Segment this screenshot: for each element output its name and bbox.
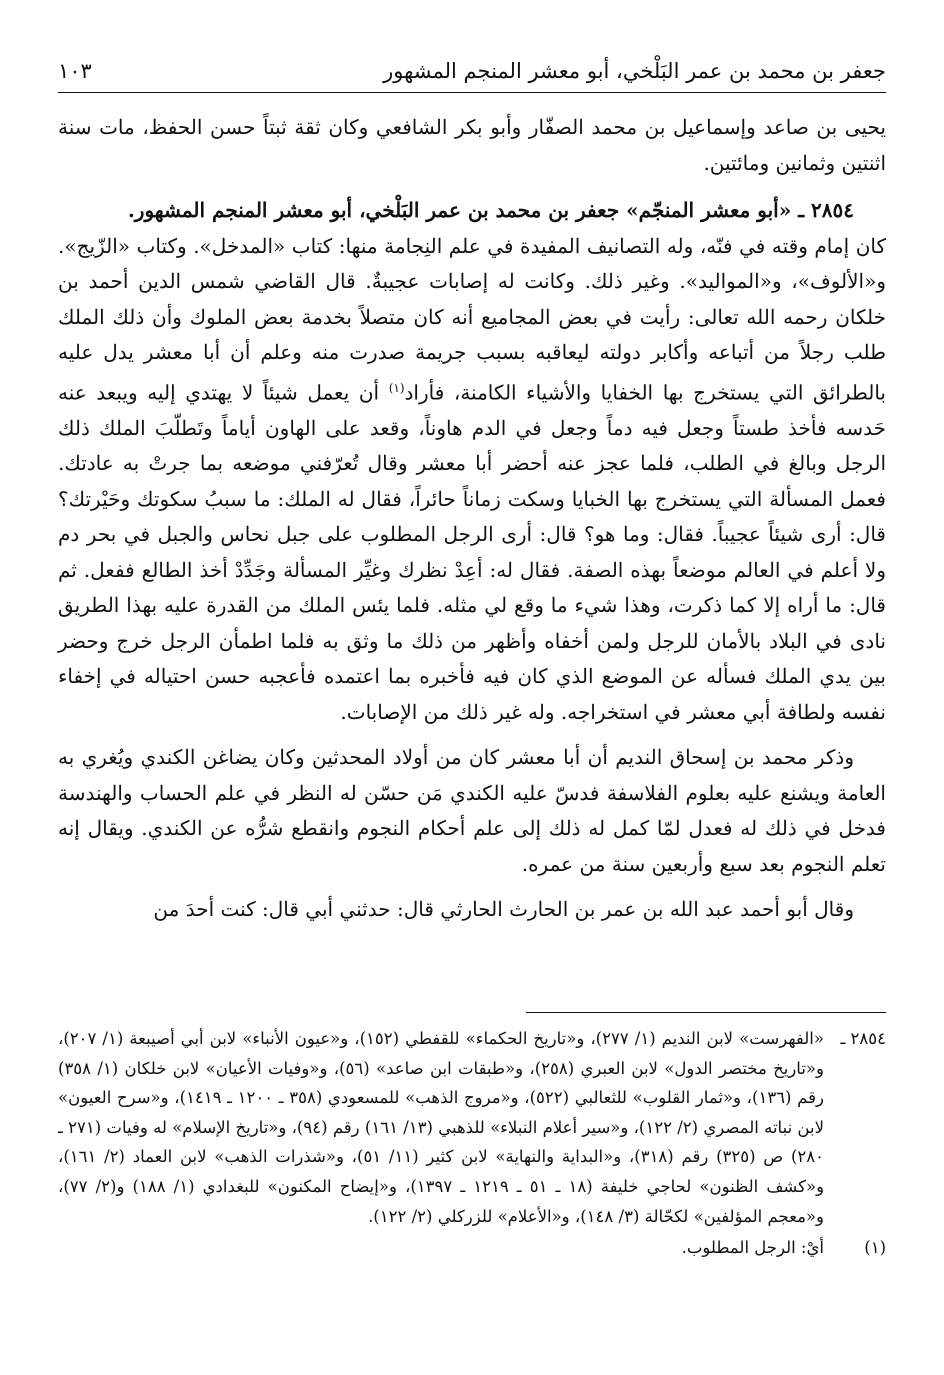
closing-paragraph: وقال أبو أحمد عبد الله بن عمر بن الحارث الحارثي قال: حدثني أبي قال: كنت أحدَ من bbox=[153, 897, 854, 922]
entry-text-part-1: كان إمام وقته في فنّه، وله التصانيف المفيدة في علم النِجامة منها: كتاب «المدخل». وكتاب «الزّيج». و«الألوف»، و«المواليد». وغير ذلك. وكانت له إصابات عجيبةٌ. قال القاضي شمس الدين أحمد بن خلكان رحمه الله تعالى: رأيت في بعض المجاميع أنه كان متصلاً بخدمة بعض الملوك وأن ذلك الملك طلب رجلاً من أتباعه وأكابر دولته ليعاقبه بسبب جريمة صدرت منه وعلم أن أبا معشر يدل عليه بالطرائق التي يستخرج بها الخفايا والأشياء الكامنة، فأراد bbox=[58, 233, 887, 405]
running-title: جعفر بن محمد بن عمر البَلْخي، أبو معشر المنجم المشهور bbox=[383, 59, 886, 83]
main-text bbox=[58, 110, 886, 928]
header-divider bbox=[58, 92, 886, 93]
footnotes bbox=[58, 1024, 886, 1263]
footnote-item bbox=[58, 1233, 886, 1263]
intro-paragraph: يحيى بن صاعد وإسماعيل بن محمد الصفّار وأبو بكر الشافعي وكان ثقة ثبتاً حسن الحفظ، مات سنة اثنتين وثمانين ومائتين. bbox=[58, 115, 886, 175]
footnote-number: ٢٨٥٤ ـ bbox=[840, 1029, 886, 1048]
entry-heading: ٢٨٥٤ ـ «أبو معشر المنجّم» جعفر بن محمد بن عمر البَلْخي، أبو معشر المنجم المشهور. bbox=[127, 198, 854, 222]
entry-text-part-2: أن يعمل شيئاً لا يهتدي إليه ويبعد عنه حَدسه فأخذ طستاً وجعل فيه دماً وجعل في الدم هاوناً، وقعد على الهاون أياماً وتَطلّبَ الملك ذلك الرجل وبالغ في الطلب، فلما عجز عنه أحضر أبا معشر وقال تُعرّفني موضعه بما جرتْ به عادتك. فعمل المسألة التي يستخرج بها الخبايا وسكت زماناً حائراً، فقال له الملك: ما سببُ سكوتك وحَيْرتك؟ قال: أرى شيئاً عجيباً. فقال: وما هو؟ قال: أرى الرجل المطلوب على جبل نحاس والجبل في بحر دم ولا أعلم في العالم موضعاً بهذه الصفة. فقال له: أعِدْ نظرك وغيِّر المسألة وجَدِّدْ أخذ الطالع ففعل. ثم قال: ما أراه إلا كما ذكرت، وهذا شيء ما وقع لي مثله. فلما يئس الملك من القدرة عليه بهذا الطريق نادى في البلاد بالأمان للرجل ولمن أخفاه وأظهر من ذلك ما وثق به فلما اطمأن الرجل خرج وحضر بين يدي الملك فسأله عن الموضع الذي كان فيه فأخبره بما اعتمده فأعجبه حسن احتياله في إخفاء نفسه ولطافة أبي معشر في استخراجه. وله غير ذلك من الإصابات. bbox=[58, 380, 886, 724]
footnote-number: (١) bbox=[864, 1238, 886, 1258]
nadim-paragraph: وذكر محمد بن إسحاق النديم أن أبا معشر كان من أولاد المحدثين وكان يضاغن الكندي ويُغري به العامة ويشنع عليه بعلوم الفلاسفة فدسّ عليه الكندي مَن حسّن له النظر في علم الحساب والهندسة فدخل في ذلك له فعدل لمّا كمل له ذلك إلى علم أحكام النجوم وانقطع شرُّه عن الكندي. ويقال إنه تعلم النجوم بعد سبع وأربعين سنة من عمره. bbox=[58, 745, 886, 876]
running-header bbox=[58, 52, 886, 90]
footnote-text: «الفهرست» لابن النديم (١/ ٢٧٧)، و«تاريخ الحكماء» للقفطي (١٥٢)، و«عيون الأنباء» لابن أبي أصيبعة (١/ ٢٠٧)، و«تاريخ مختصر الدول» لابن العبري (٢٥٨)، و«طبقات ابن صاعد» (٥٦)، و«وفيات الأعيان» لابن خلكان (١/ ٣٥٨) رقم (١٣٦)، و«ثمار القلوب» للثعالبي (٥٢٢)، و«مروج الذهب» للمسعودي (٣٥٨ ـ ١٢٠٠ ـ ١٤١٩)، و«سرح العيون» لابن نباته المصري (٢/ ١٢٢)، و«سير أعلام النبلاء» للذهبي (١٣/ ١٦١) رقم (٩٤)، و«تاريخ الإسلام» له وفيات (٢٧١ ـ ٢٨٠) ص (٣٢٥) رقم (٣١٨)، و«البداية والنهاية» لابن كثير (١١/ ٥١)، و«شذرات الذهب» لابن العماد (٢/ ١٦١)، و«كشف الظنون» لحاجي خليفة (١٨ ـ ٥١ ـ ١٢١٩ ـ ١٣٩٧)، و«إيضاح المكنون» للبغدادي (١/ ١٨٨) و(٢/ ٧٧)، و«معجم المؤلفين» لكحّالة (٣/ ١٤٨)، و«الأعلام» للزركلي (٢/ ١٢٢). bbox=[58, 1029, 825, 1226]
footnote-divider bbox=[526, 1012, 886, 1013]
footnote-reference[interactable]: (١) bbox=[388, 380, 405, 395]
footnote-item bbox=[58, 1024, 886, 1231]
entry-paragraph bbox=[58, 229, 886, 731]
page-number: ١٠٣ bbox=[58, 59, 92, 83]
footnote-text: أيْ: الرجل المطلوب. bbox=[681, 1238, 824, 1258]
